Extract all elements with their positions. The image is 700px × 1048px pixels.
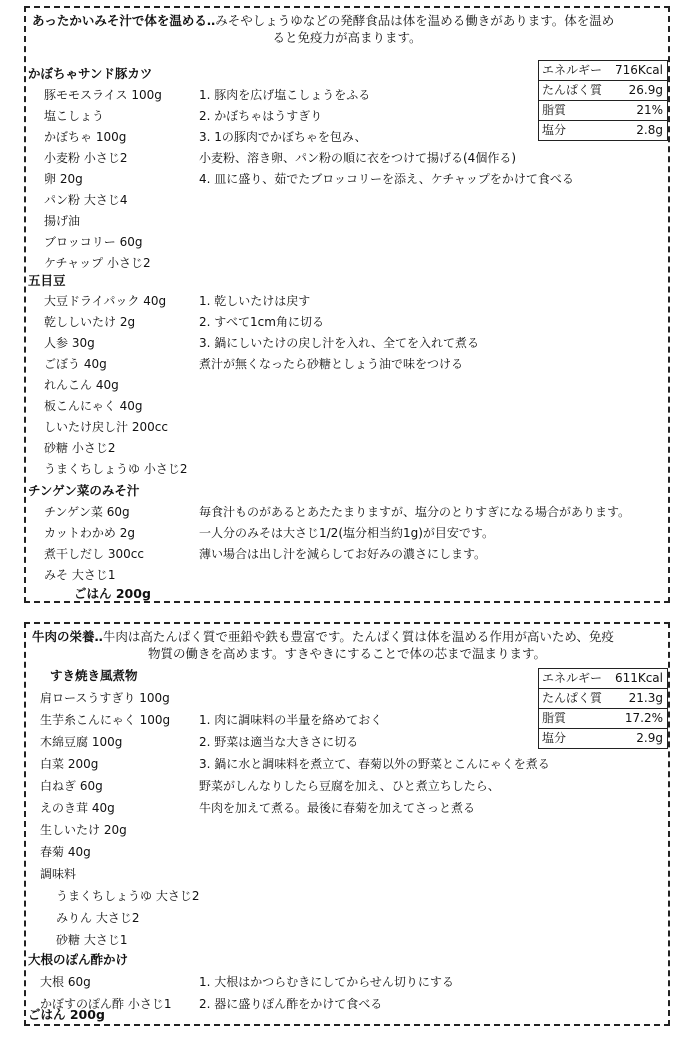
ingredient-item: カットわかめ 2g [44,526,135,540]
menu-section-2 [24,622,670,1026]
ingredient-item: 塩こしょう [44,109,105,123]
ingredient-item: 卵 20g [44,172,83,186]
ingredient-item: 揚げ油 [44,214,81,228]
ingredient-item: 煮干しだし 300cc [44,547,144,561]
recipe-step: 牛肉を加えて煮る。最後に春菊を加えてさっと煮る [199,801,476,815]
nutrition-row-fat: 脂質 21% [539,101,667,121]
recipe-step: 野菜がしんなりしたら豆腐を加え、ひと煮立ちしたら、 [199,779,500,793]
recipe-step: 2. すべて1cm角に切る [199,315,324,329]
ingredient-item: パン粉 大さじ4 [44,193,128,207]
nutrition-row-energy: エネルギー 611Kcal [539,669,667,689]
recipe-note: 薄い場合は出し汁を減らしてお好みの濃さにします。 [199,547,487,561]
recipe-step: 3. 鍋に水と調味料を煮立て、春菊以外の野菜とこんにゃくを煮る [199,757,550,771]
nutrition-row-energy: エネルギー 716Kcal [539,61,667,81]
menu-section-1 [24,6,670,603]
ingredient-item: チンゲン菜 60g [44,505,130,519]
ingredient-item: 砂糖 小さじ2 [44,441,116,455]
ingredient-item: ごぼう 40g [44,357,107,371]
ingredient-item: 小麦粉 小さじ2 [44,151,128,165]
nutrition-row-protein: たんぱく質 26.9g [539,81,667,101]
ingredient-item: ケチャップ 小さじ2 [44,256,151,270]
recipe-step: 1. 豚肉を広げ塩こしょうをふる [199,88,371,102]
ingredient-item: えのき茸 40g [40,801,115,815]
ingredient-item: 白ねぎ 60g [40,779,103,793]
dish-title: 五目豆 [28,273,66,288]
ingredient-item: みそ 大さじ1 [44,568,116,582]
ingredient-item: ブロッコリー 60g [44,235,143,249]
nutrition-table [538,668,668,749]
recipe-step: 1. 大根はかつらむきにしてからせん切りにする [199,975,454,989]
ingredient-item: 木綿豆腐 100g [40,735,123,749]
ingredient-item: 調味料 [40,867,77,881]
ingredient-item: かぼすのぽん酢 小さじ1 [40,997,172,1011]
ingredient-item: 板こんにゃく 40g [44,399,143,413]
intro-title: あったかいみそ汁で体を温める‥ [32,13,216,28]
intro-line-1: みそやしょうゆなどの発酵食品は体を温める働きがあります。体を温め [215,13,615,28]
recipe-step: 2. 野菜は適当な大きさに切る [199,735,359,749]
dish-title: かぼちゃサンド豚カツ [28,66,153,81]
recipe-step: 1. 乾しいたけは戻す [199,294,311,308]
recipe-note: 毎食汁ものがあるとあたたまりますが、塩分のとりすぎになる場合があります。 [199,505,631,519]
rice-item: ごはん 200g [28,1007,105,1022]
intro-line-1: 牛肉は高たんぱく質で亜鉛や鉄も豊富です。たんぱく質は体を温める作用が高いため、免疫 [102,629,614,644]
ingredient-item: 春菊 40g [40,845,91,859]
ingredient-item: かぼちゃ 100g [44,130,127,144]
ingredient-item: うまくちしょうゆ 小さじ2 [44,462,188,476]
recipe-step: 2. かぼちゃはうすぎり [199,109,323,123]
ingredient-item: 大根 60g [40,975,91,989]
seasoning-item: うまくちしょうゆ 大さじ2 [56,889,200,903]
ingredient-item: 豚モモスライス 100g [44,88,162,102]
recipe-step: 3. 鍋にしいたけの戻し汁を入れ、全てを入れて煮る [199,336,479,350]
ingredient-item: 生しいたけ 20g [40,823,127,837]
ingredient-item: 乾ししいたけ 2g [44,315,136,329]
ingredient-item: 肩ロースうすぎり 100g [40,691,170,705]
recipe-step: 2. 器に盛りぽん酢をかけて食べる [199,997,383,1011]
intro-text [32,628,662,662]
rice-item: ごはん 200g [74,586,151,601]
ingredient-item: しいたけ戻し汁 200cc [44,420,168,434]
dish-title: チンゲン菜のみそ汁 [28,483,140,498]
dish-title: すき焼き風煮物 [50,668,138,683]
ingredient-item: 人参 30g [44,336,95,350]
recipe-step: 1. 肉に調味料の半量を絡めておく [199,713,383,727]
nutrition-row-salt: 塩分 2.8g [542,123,663,137]
seasoning-item: 砂糖 大さじ1 [56,933,128,947]
recipe-step: 小麦粉、溶き卵、パン粉の順に衣をつけて揚げる(4個作る) [199,151,517,165]
nutrition-row-protein: たんぱく質 21.3g [539,689,667,709]
recipe-step: 煮汁が無くなったら砂糖としょう油で味をつける [199,357,464,371]
ingredient-item: れんこん 40g [44,378,119,392]
intro-line-2: 物質の働きを高めます。すきやきにすることで体の芯まで温まります。 [147,646,546,661]
nutrition-row-fat: 脂質 17.2% [539,709,667,729]
recipe-step: 4. 皿に盛り、茹でたブロッコリーを添え、ケチャップをかけて食べる [199,172,574,186]
recipe-step: 3. 1の豚肉でかぼちゃを包み、 [199,130,367,144]
ingredient-item: 生芋糸こんにゃく 100g [40,713,171,727]
nutrition-row-salt: 塩分 2.9g [542,731,663,745]
ingredient-item: 白菜 200g [40,757,99,771]
seasoning-item: みりん 大さじ2 [56,911,140,925]
intro-text [32,12,662,46]
intro-line-2: ると免疫力が高まります。 [272,30,422,45]
ingredient-item: 大豆ドライパック 40g [44,294,167,308]
intro-title: 牛肉の栄養‥ [32,629,103,644]
recipe-note: 一人分のみそは大さじ1/2(塩分相当約1g)が目安です。 [199,526,494,540]
nutrition-table [538,60,668,141]
dish-title: 大根のぽん酢かけ [28,952,129,967]
